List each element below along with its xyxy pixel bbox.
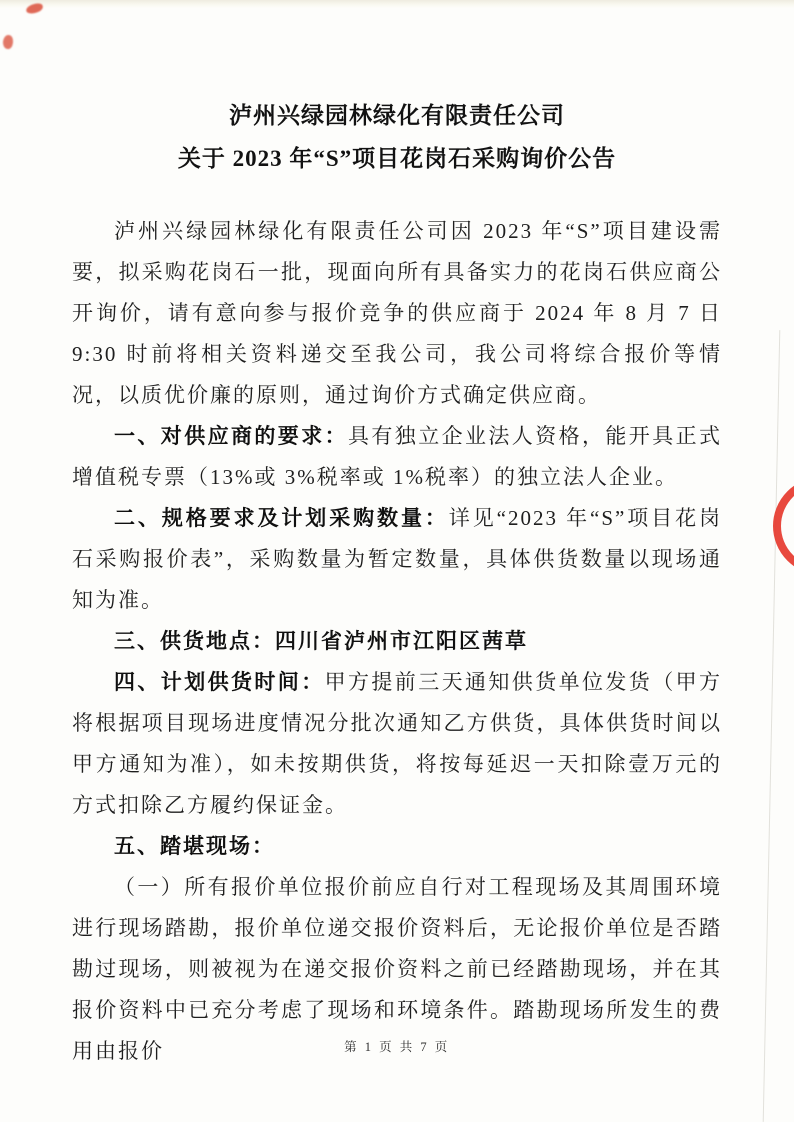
section-specs-quantity [72,498,722,621]
intro-paragraph-text: 泸州兴绿园林绿化有限责任公司因 2023 年“S”项目建设需要，拟采购花岗石一批，现面向所有具备实力的花岗石供应商公开询价，请有意向参与报价竞争的供应商于 2024 年 8 月 7 日 9:30 时前将相关资料递交至我公司，我公司将综合报价等情况，以质优价廉的原则，通过询价方式确定供应商。 [72,219,722,407]
section-supplier-requirements [72,416,722,498]
section-delivery-schedule-text: 甲方提前三天通知供货单位发货（甲方将根据项目现场进度情况分批次通知乙方供货，具体供货时间以甲方通知为准），如未按期供货，将按每延迟一天扣除壹万元的方式扣除乙方履约保证金。 [72,670,723,817]
section-specs-quantity-text: 详见“2023 年“S”项目花岗石采购报价表”，采购数量为暂定数量，具体供货数量以现场通知为准。 [72,506,722,612]
document-body [72,211,722,1072]
section-delivery-location-heading: 三、供货地点：四川省泸州市江阳区茜草 [114,630,528,653]
red-ink-speck [2,34,14,49]
page-number-indicator: 第 1 页 共 7 页 [344,1040,450,1054]
section-supplier-requirements-heading: 一、对供应商的要求： [114,425,348,448]
section-delivery-location [72,621,722,662]
scan-crease-line [763,330,781,1122]
page-footer [0,1037,794,1055]
section-delivery-schedule [72,662,722,826]
section-site-visit-heading-text: 五、踏堪现场： [114,835,275,858]
document-title-line-1: 泸州兴绿园林绿化有限责任公司 [229,103,565,128]
section-specs-quantity-heading: 二、规格要求及计划采购数量： [114,507,449,530]
intro-paragraph [72,211,722,416]
section-site-visit-item-1-text: （一）所有报价单位报价前应自行对工程现场及其周围环境进行现场踏勘，报价单位递交报价资料后，无论报价单位是否踏勘过现场，则被视为在递交报价资料之前已经踏勘现场，并在其报价资料中已充分考虑了现场和环境条件。踏勘现场所发生的费用由报价 [72,875,722,1063]
document-content [72,100,722,1072]
section-delivery-schedule-heading: 四、计划供货时间： [114,671,325,694]
scan-edge-strip [0,0,794,8]
section-supplier-requirements-text: 具有独立企业法人资格，能开具正式增值税专票（13%或 3%税率或 1%税率）的独立法人企业。 [72,424,722,489]
document-title-line-2: 关于 2023 年“S”项目花岗石采购询价公告 [177,146,617,171]
red-seal-arc-icon [752,481,794,573]
section-site-visit-heading [72,826,722,867]
